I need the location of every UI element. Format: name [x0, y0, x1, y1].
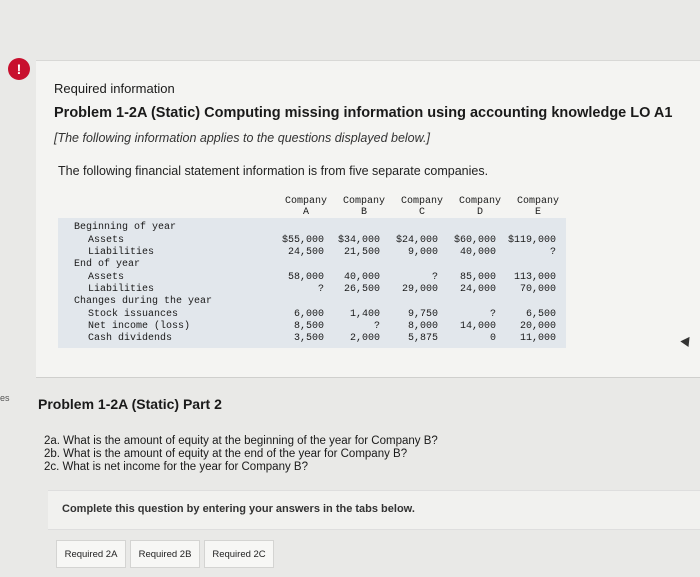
column-header — [451, 196, 509, 218]
table-body — [58, 218, 566, 348]
table-cell: 6,500 — [525, 309, 556, 320]
row-label: End of year — [74, 259, 141, 270]
table-row — [58, 309, 566, 321]
row-label: Liabilities — [88, 284, 155, 295]
instructions-box — [48, 490, 700, 530]
table-cell: $55,000 — [281, 235, 324, 246]
table-cell: 14,000 — [459, 321, 496, 332]
table-cell: $60,000 — [453, 235, 496, 246]
table-row — [58, 333, 566, 345]
table-row — [58, 296, 566, 308]
row-label: Assets — [88, 235, 125, 246]
instructions-text: Complete this question by entering your answers in the tabs below. — [62, 503, 415, 515]
problem-card — [36, 60, 700, 378]
row-label: Cash dividends — [88, 333, 173, 344]
table-cell: 40,000 — [459, 247, 496, 258]
table-cell: ? — [431, 272, 438, 283]
table-cell: 9,000 — [407, 247, 438, 258]
row-label: Changes during the year — [74, 296, 213, 307]
table-row — [58, 284, 566, 296]
tab-required-2b[interactable]: Required 2B — [130, 540, 200, 568]
column-header — [509, 196, 567, 218]
table-cell: 70,000 — [519, 284, 556, 295]
column-header-line1: Company — [284, 196, 327, 207]
question-2a: 2a. What is the amount of equity at the beginning of the year for Company B? — [44, 435, 438, 447]
column-header — [335, 196, 393, 218]
table-cell: 26,500 — [343, 284, 380, 295]
table-cell: ? — [549, 247, 556, 258]
table-cell: ? — [489, 309, 496, 320]
table-cell: 11,000 — [519, 333, 556, 344]
table-cell: 6,000 — [293, 309, 324, 320]
table-cell: 29,000 — [401, 284, 438, 295]
table-cell: 8,000 — [407, 321, 438, 332]
info-note: [The following information applies to the questions displayed below.] — [54, 131, 430, 145]
column-header-letter: B — [360, 207, 367, 218]
column-header-line1: Company — [516, 196, 559, 207]
table-cell: ? — [317, 284, 324, 295]
table-cell: ? — [373, 321, 380, 332]
table-header-row — [58, 194, 566, 218]
table-cell: 8,500 — [293, 321, 324, 332]
table-cell: $24,000 — [395, 235, 438, 246]
section-label: es — [0, 393, 10, 403]
column-header-letter: A — [302, 207, 309, 218]
row-label: Beginning of year — [74, 222, 177, 233]
row-label: Stock issuances — [88, 309, 179, 320]
intro-text: The following financial statement information is from five separate companies. — [58, 164, 489, 178]
column-header — [393, 196, 451, 218]
tab-required-2c[interactable]: Required 2C — [204, 540, 274, 568]
column-header-line1: Company — [342, 196, 385, 207]
table-row — [58, 272, 566, 284]
column-header-line1: Company — [458, 196, 501, 207]
table-cell: 20,000 — [519, 321, 556, 332]
table-cell: 9,750 — [407, 309, 438, 320]
part-title: Problem 1-2A (Static) Part 2 — [38, 396, 222, 412]
financial-table — [58, 194, 566, 349]
table-row — [58, 222, 566, 234]
column-header-line1: Company — [400, 196, 443, 207]
table-cell: 1,400 — [349, 309, 380, 320]
table-cell: 24,500 — [287, 247, 324, 258]
table-cell: 40,000 — [343, 272, 380, 283]
question-2c: 2c. What is net income for the year for Company B? — [44, 461, 308, 473]
column-header-letter: D — [476, 207, 483, 218]
table-cell: $34,000 — [337, 235, 380, 246]
row-label: Assets — [88, 272, 125, 283]
column-header-letter: E — [534, 207, 541, 218]
row-label: Liabilities — [88, 247, 155, 258]
table-row — [58, 321, 566, 333]
table-cell: 0 — [489, 333, 496, 344]
alert-icon: ! — [8, 58, 30, 80]
tab-required-2a[interactable]: Required 2A — [56, 540, 126, 568]
table-cell: 2,000 — [349, 333, 380, 344]
table-cell: 5,875 — [407, 333, 438, 344]
table-cell: 3,500 — [293, 333, 324, 344]
table-cell: 113,000 — [513, 272, 556, 283]
required-info-heading: Required information — [54, 81, 175, 96]
row-label: Net income (loss) — [88, 321, 191, 332]
questions-list — [44, 435, 438, 474]
problem-title: Problem 1-2A (Static) Computing missing information using accounting knowledge LO A1 — [54, 105, 673, 121]
question-2b: 2b. What is the amount of equity at the end of the year for Company B? — [44, 448, 408, 460]
column-header — [277, 196, 335, 218]
table-row — [58, 247, 566, 259]
table-cell: $119,000 — [507, 235, 556, 246]
column-header-letter: C — [418, 207, 425, 218]
table-row — [58, 235, 566, 247]
table-cell: 21,500 — [343, 247, 380, 258]
table-cell: 85,000 — [459, 272, 496, 283]
table-cell: 24,000 — [459, 284, 496, 295]
table-row — [58, 259, 566, 271]
table-cell: 58,000 — [287, 272, 324, 283]
